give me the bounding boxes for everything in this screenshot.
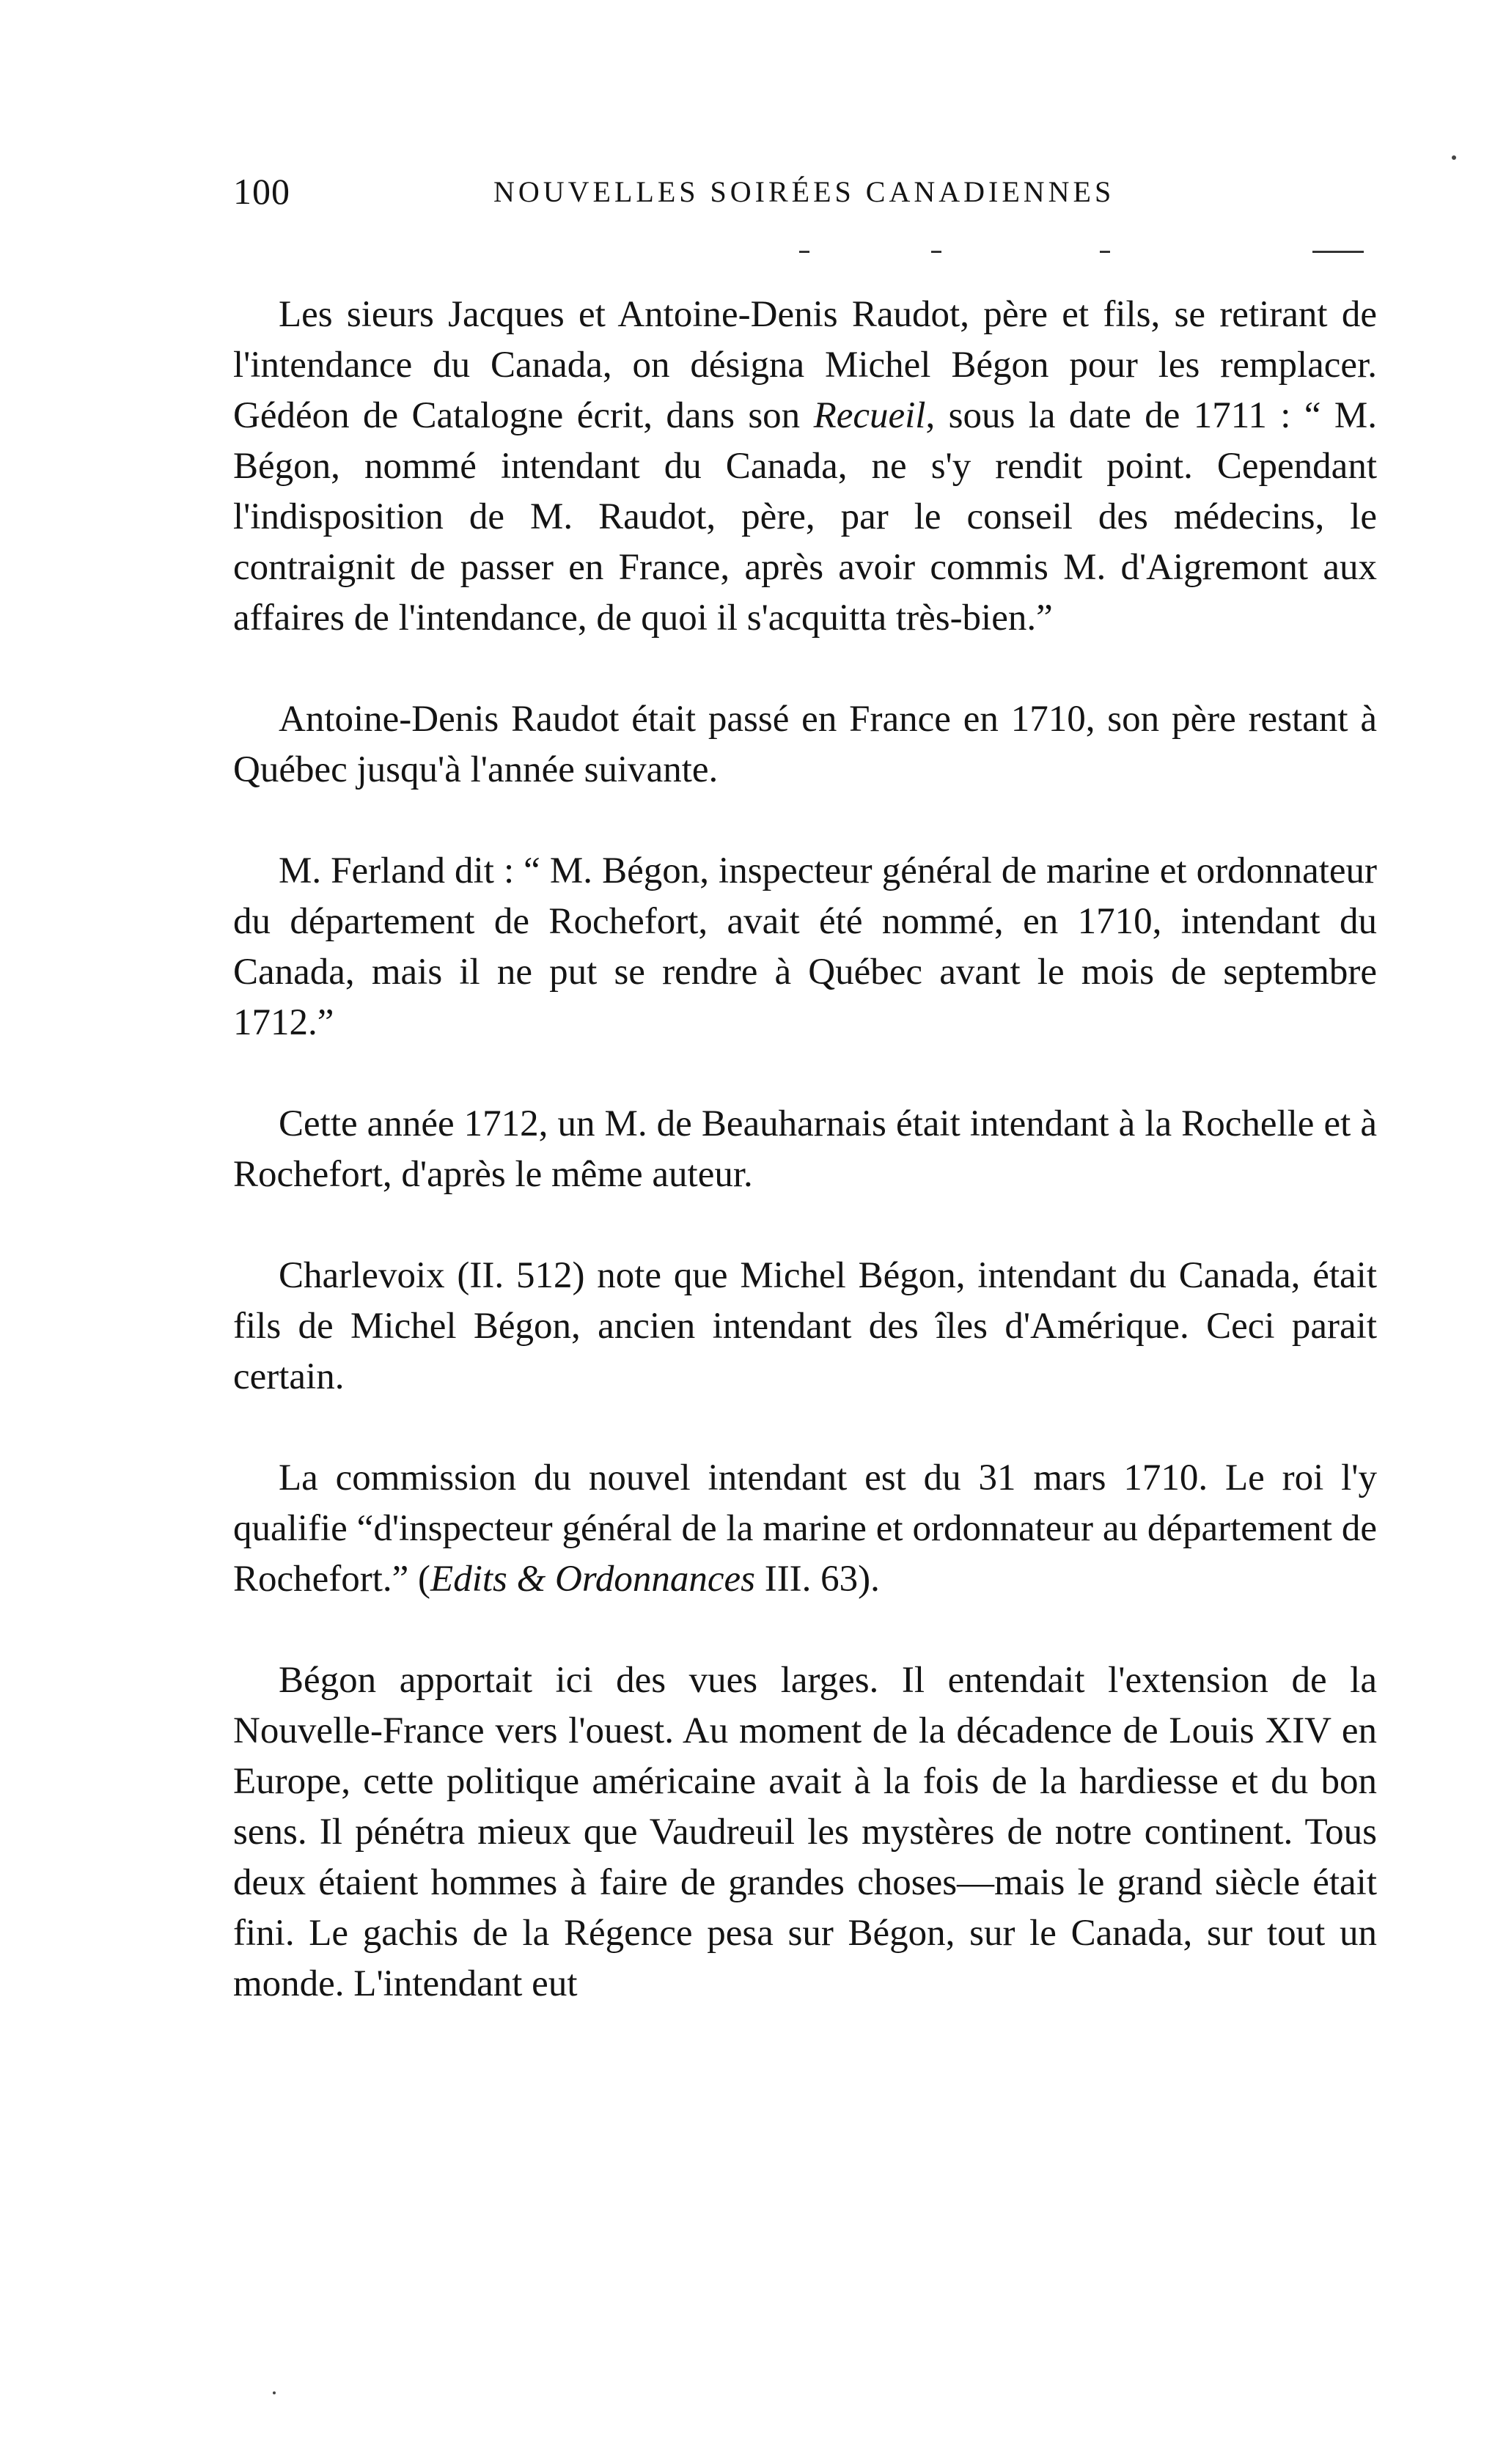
italic-recueil: Recueil (813, 395, 926, 436)
scan-speck (273, 2391, 276, 2394)
paragraph-raudot-france: Antoine-Denis Raudot était passé en France en 1710, son père restant à Québec jusqu'à l'année suivante. (233, 699, 1377, 790)
paragraph-commission: La commission du nouvel intendant est du 31 mars 1710. Le roi l'y qualifie “d'inspecteur général de la marine et ordonnateur au département de Rochefort.” (Edits & Ordonnances III. 63). (233, 1457, 1377, 1600)
scan-speck (1452, 155, 1456, 160)
paragraph-raudot-retirement: Les sieurs Jacques et Antoine-Denis Raudot, père et fils, se retirant de l'intendance du Canada, on désigna Michel Bégon pour les remplacer. Gédéon de Catalogne écrit, dans son Recueil, sous la date de 1711 : “ M. Bégon, nommé intendant du Canada, ne s'y rendit point. Cependant l'indisposition de M. Raudot, père, par le conseil des médecins, le contraignit de passer en France, après avoir commis M. d'Aigremont aux affaires de l'intendance, de quoi il s'acquitta très-bien.” (233, 294, 1378, 639)
paragraph-beauharnais: Cette année 1712, un M. de Beauharnais était intendant à la Rochelle et à Rochefort, d'après le même auteur. (233, 1103, 1377, 1195)
paragraph-ferland: M. Ferland dit : “ M. Bégon, inspecteur général de marine et ordonnateur du département de Rochefort, avait été nommé, en 1710, intendant du Canada, mais il ne put se rendre à Québec avant le mois de septembre 1712.” (233, 850, 1377, 1043)
paragraph-begon-vues: Bégon apportait ici des vues larges. Il entendait l'extension de la Nouvelle-France vers l'ouest. Au moment de la décadence de Louis XIV en Europe, cette politique américaine avait à la fois de la hardiesse et du bon sens. Il pénétra mieux que Vaudreuil les mystères de notre continent. Tous deux étaient hommes à faire de grandes choses—mais le grand siècle était fini. Le gachis de la Régence pesa sur Bégon, sur le Canada, sur tout un monde. L'intendant eut (233, 1660, 1377, 2004)
italic-edits-ordonnances: Edits & Ordonnances (430, 1559, 755, 1600)
page-number: 100 (233, 171, 290, 212)
header-rule-marks (799, 251, 1378, 255)
book-title: NOUVELLES SOIRÉES CANADIENNES (493, 175, 1115, 208)
running-head (233, 170, 1377, 221)
paragraph-charlevoix: Charlevoix (II. 512) note que Michel Bégon, intendant du Canada, était fils de Michel Bégon, ancien intendant des îles d'Amérique. Ceci parait certain. (233, 1255, 1377, 1397)
body-text (233, 290, 1377, 2060)
